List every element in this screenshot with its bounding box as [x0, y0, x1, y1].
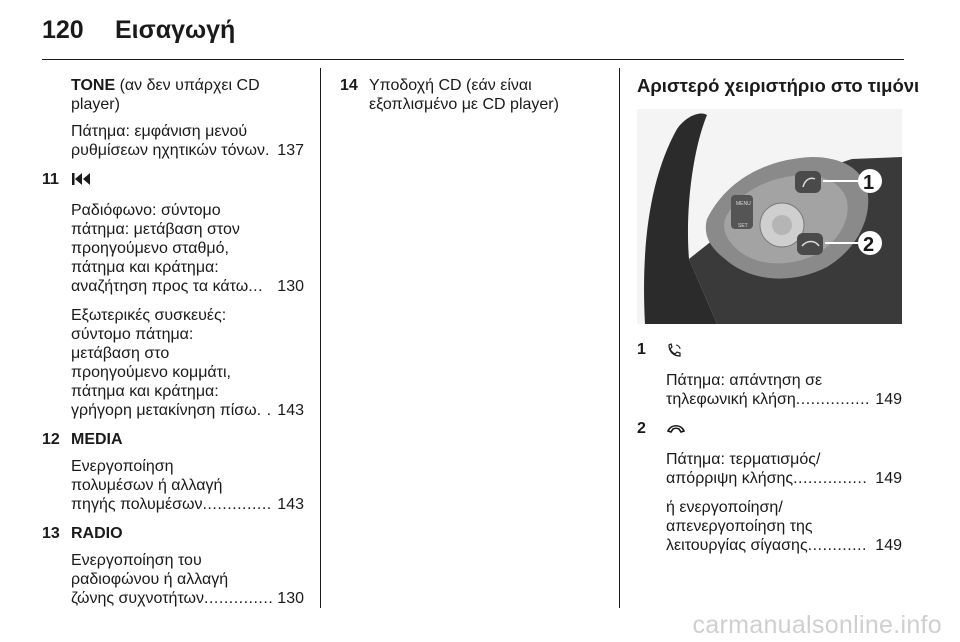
e13-tail-dots: .............. — [204, 590, 274, 607]
header-rule — [42, 59, 904, 60]
entry-12-number: 12 — [42, 431, 60, 448]
direction-pad-center — [772, 215, 792, 235]
hang-up-icon — [666, 421, 688, 437]
e12-page-ref: 143 — [277, 496, 304, 513]
tone-page-ref: 137 — [277, 142, 304, 159]
phone-call-icon — [666, 342, 688, 358]
c3-e1-page-ref: 149 — [875, 391, 902, 408]
e12-text-line: Ενεργοποίηση — [71, 458, 174, 475]
tone-line2: player) — [71, 96, 120, 113]
e14-text-line: Υποδοχή CD (εάν είναι — [369, 77, 532, 94]
c3-e1-tail-dots: ............... — [795, 391, 870, 408]
c3-e2-tail-text: λειτουργίας σίγασης — [666, 537, 808, 554]
entry-c3-2 — [637, 419, 902, 555]
e12-text-line: πολυμέσων ή αλλαγή — [71, 477, 223, 494]
column-1 — [42, 76, 304, 618]
e11-text-line: μετάβαση στο — [71, 345, 170, 362]
entry-c3-2-number: 2 — [637, 420, 646, 437]
callout-number-2: 2 — [863, 234, 875, 256]
e11-tail-dots: ... — [248, 278, 264, 295]
e11-page-ref: 143 — [277, 402, 304, 419]
entry-11 — [42, 170, 304, 420]
column-divider-right — [619, 68, 620, 608]
e11-text-line: προηγούμενο κομμάτι, — [71, 364, 231, 381]
entry-11-number: 11 — [42, 171, 59, 188]
entry-14 — [340, 76, 606, 114]
e11-text-line: προηγούμενο σταθμό, — [71, 240, 229, 257]
e13-tail-text: ζώνης συχνοτήτων — [71, 590, 205, 607]
e11-tail-text: αναζήτηση προς τα κάτω — [71, 278, 249, 295]
watermark: carmanualsonline.info — [692, 611, 942, 639]
e12-tail-text: πηγής πολυμέσων — [71, 496, 203, 513]
c3-e2-text-line: απενεργοποίηση της — [666, 518, 813, 535]
page-header — [0, 0, 960, 62]
c3-e2-text-line: Πάτημα: τερματισμός/ — [666, 451, 821, 468]
e12-tail-dots: .............. — [202, 496, 272, 513]
c3-e2-page-ref: 149 — [875, 537, 902, 554]
page-number: 120 — [42, 16, 84, 44]
menu-button-label: MENU — [736, 201, 751, 207]
entry-13-number: 13 — [42, 525, 60, 542]
e11-text-line: πάτημα και κράτημα: — [71, 259, 219, 276]
entry-tone — [42, 76, 304, 160]
tone-desc2-dots: . — [265, 142, 270, 159]
set-button-label: SET — [738, 223, 748, 229]
radio-label: RADIO — [71, 525, 123, 542]
e13-text-line: Ενεργοποίηση του — [71, 552, 202, 569]
column-3 — [637, 75, 920, 565]
column-2 — [340, 76, 606, 121]
c3-e2-page-ref: 149 — [875, 470, 902, 487]
steering-wheel-figure — [637, 109, 902, 324]
entry-13 — [42, 524, 304, 608]
skip-back-icon — [71, 172, 93, 188]
callout-number-1: 1 — [863, 172, 875, 194]
media-label: MEDIA — [71, 431, 123, 448]
e11-text-line: Εξωτερικές συσκευές: — [71, 307, 227, 324]
entry-c3-1 — [637, 340, 902, 409]
e11-text-line: Ραδιόφωνο: σύντομο — [71, 202, 221, 219]
tone-desc2: ρυθμίσεων ηχητικών τόνων — [71, 142, 265, 159]
e11-page-ref: 130 — [277, 278, 304, 295]
c3-e2-text-line: ή ενεργοποίηση/ — [666, 499, 783, 516]
e14-text-line: εξοπλισμένο με CD player) — [369, 96, 559, 113]
e11-text-line: πάτημα: μετάβαση στον — [71, 221, 240, 238]
page-title: Εισαγωγή — [115, 16, 236, 44]
entry-14-number: 14 — [340, 77, 358, 94]
e13-text-line: ραδιοφώνου ή αλλαγή — [71, 571, 229, 588]
tone-label-suffix: (αν δεν υπάρχει CD — [115, 77, 260, 94]
entry-12 — [42, 430, 304, 514]
e11-tail-dots: . . — [256, 402, 272, 419]
section-heading: Αριστερό χειριστήριο στο τιμόνι — [637, 75, 920, 96]
tone-label: TONE — [71, 77, 116, 94]
c3-e1-tail-text: τηλεφωνική κλήση — [666, 391, 796, 408]
hang-up-button — [797, 233, 823, 255]
column-divider-left — [320, 68, 321, 608]
c3-e2-tail-text: απόρριψη κλήσης — [666, 470, 794, 487]
e13-page-ref: 130 — [277, 590, 304, 607]
entry-c3-1-number: 1 — [637, 341, 646, 358]
e11-text-line: σύντομο πάτημα: — [71, 326, 194, 343]
c3-e1-text-line: Πάτημα: απάντηση σε — [666, 372, 823, 389]
tone-desc1: Πάτημα: εμφάνιση μενού — [71, 123, 248, 140]
c3-e2-tail-dots: ............ — [807, 537, 867, 554]
phone-button — [795, 171, 821, 193]
e11-text-line: πάτημα και κράτημα: — [71, 383, 219, 400]
c3-e2-tail-dots: ............... — [793, 470, 868, 487]
e11-tail-text: γρήγορη μετακίνηση πίσω — [71, 402, 257, 419]
